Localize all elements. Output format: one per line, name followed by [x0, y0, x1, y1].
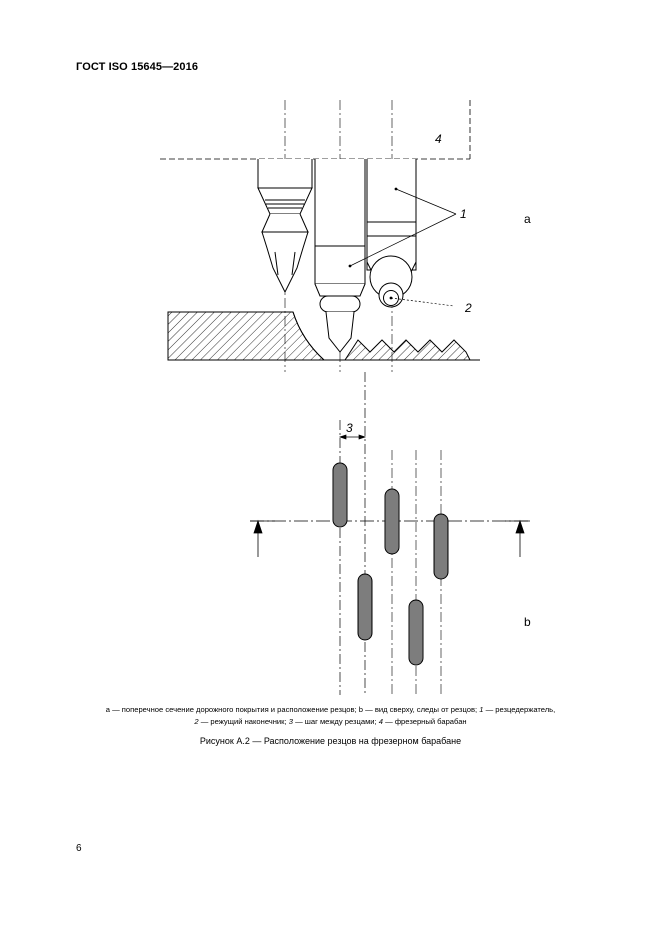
- label-view-a: а: [524, 212, 531, 226]
- legend-text: — шаг между резцами;: [292, 717, 379, 726]
- legend-num: 3: [288, 717, 293, 726]
- legend-num: 2: [194, 717, 199, 726]
- cutter-holder-right: [367, 159, 416, 307]
- label-1: 1: [460, 207, 467, 221]
- legend-text: — режущий наконечник;: [198, 717, 289, 726]
- figure-caption: Рисунок А.2 — Расположение резцов на фрезерном барабане: [199, 736, 462, 746]
- legend-line-2: [40, 716, 621, 728]
- legend-num: 4: [378, 717, 383, 726]
- trace-5: [409, 600, 423, 665]
- label-2: 2: [465, 301, 472, 315]
- legend-text: — резцедержатель,: [483, 705, 556, 714]
- legend-line-1: [40, 704, 621, 716]
- label-4: 4: [435, 132, 442, 146]
- legend-num: 1: [479, 705, 484, 714]
- cutter-holder-middle: [315, 159, 365, 352]
- trace-1: [333, 463, 347, 527]
- label-3: 3: [346, 421, 353, 435]
- milling-drum-outline: [160, 100, 470, 159]
- cutter-traces: [333, 463, 448, 665]
- trace-2: [385, 489, 399, 554]
- page-number: 6: [76, 843, 82, 854]
- legend-text: а — поперечное сечение дорожного покрытия и расположение резцов; b — вид сверху, следы от резцов;: [105, 705, 480, 714]
- cutter-holder-left: [258, 159, 312, 292]
- road-section: [168, 312, 480, 360]
- label-view-b: b: [524, 615, 531, 629]
- document-header: ГОСТ ISO 15645—2016: [76, 61, 199, 73]
- trace-4: [358, 574, 372, 640]
- legend-text: — фрезерный барабан: [383, 717, 467, 726]
- trace-3: [434, 514, 448, 579]
